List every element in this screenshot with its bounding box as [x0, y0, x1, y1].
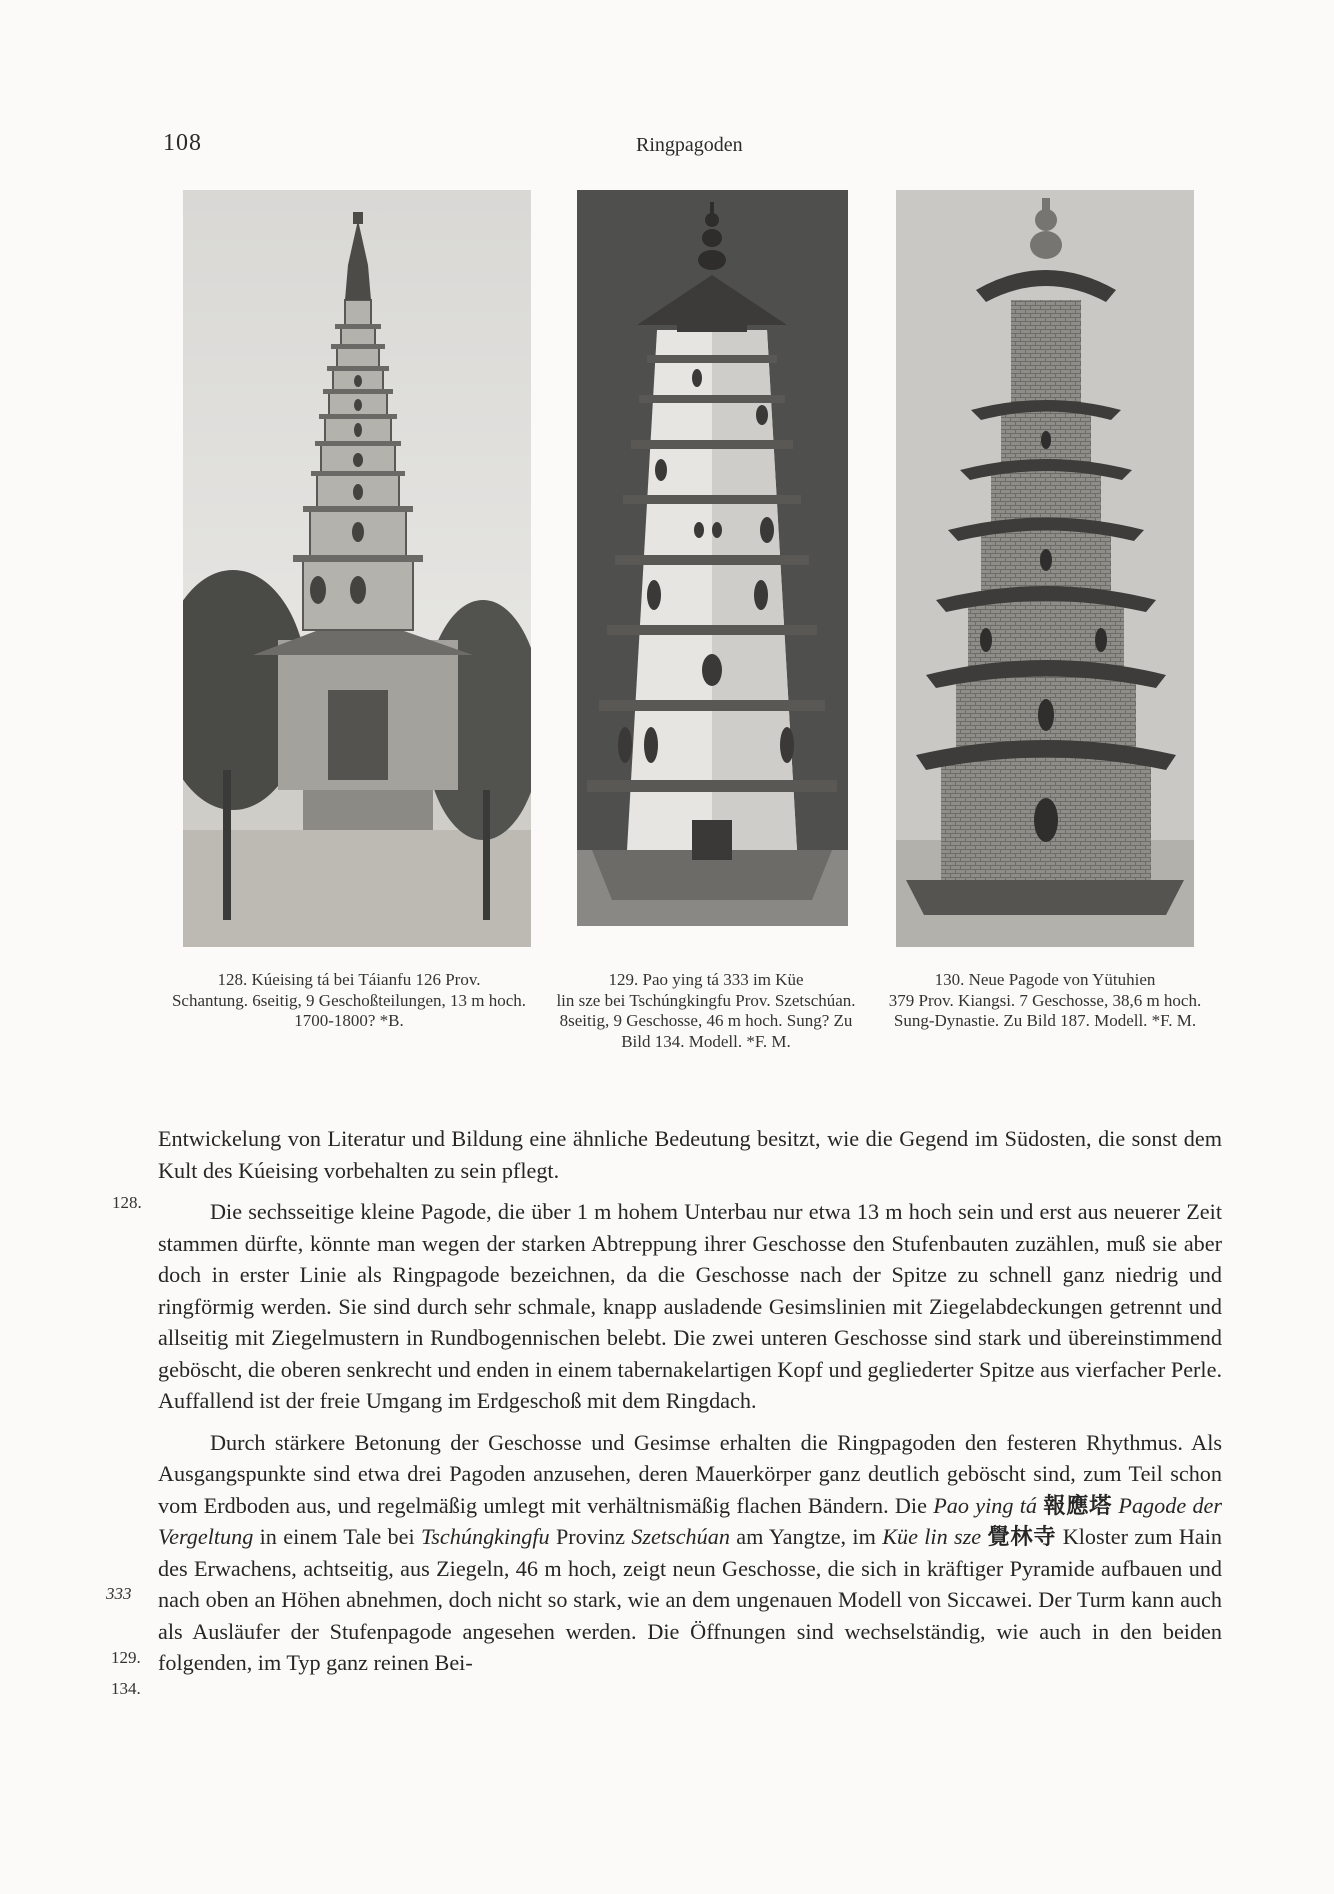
margin-ref-333: 333 [106, 1584, 132, 1603]
temple-name: Küe lin sze [882, 1524, 982, 1549]
figure-130-photo [896, 190, 1194, 947]
margin-ref-128: 128. [112, 1193, 142, 1212]
paragraph: Entwickelung von Literatur und Bildung eine ähnliche Bedeutung besitzt, wie die Gegend im Südosten, die sonst dem Kult des Kúeising vorbehalten zu sein pflegt. [158, 1126, 1222, 1183]
figure-128-caption [165, 970, 533, 1032]
caption-lead: 130. Neue Pagode von Yütuhien [934, 970, 1156, 989]
running-title: Ringpagoden [636, 134, 743, 156]
figure-129-caption [556, 970, 856, 1052]
figure-130-caption [880, 970, 1210, 1032]
chinese-characters: 報應塔 [1043, 1492, 1113, 1518]
province-name: Szetschúan [631, 1524, 730, 1549]
figure-128-photo [183, 190, 531, 947]
caption-text: 379 Prov. Kiangsi. 7 Geschosse, 38,6 m hoch. Sung-Dynastie. Zu Bild 187. Modell. *F. M. [888, 990, 1202, 1030]
pagoda-name: Pao ying tá [933, 1492, 1038, 1518]
text-run: Durch stärkere Betonung der Geschosse und Gesimse erhalten die Ringpagoden den festeren Rhythmus. Als Ausgangspunkte sind etwa drei Pagoden anzusehen, deren Mauerkörper ganz deutlich geböscht sind, zum Teil schon vom Erdboden aus, und regelmäßig umlegt mit verhältnismäßig flachen Bändern. Die [158, 1429, 1222, 1518]
caption-lead: 129. Pao ying tá 333 im Küe [608, 970, 804, 989]
body-text [158, 1123, 1222, 1689]
caption-text: Schantung. 6seitig, 9 Geschoßteilungen, 13 m hoch. 1700-1800? *B. [171, 990, 527, 1030]
caption-text: lin sze bei Tschúngkingfu Prov. Szetschúan. 8seitig, 9 Geschosse, 46 m hoch. Sung? Zu Bild 134. Modell. *F. M. [556, 990, 856, 1051]
city-name: Tschúngkingfu [421, 1524, 550, 1549]
paragraph [158, 1427, 1222, 1679]
pagoda-name-translation: Pagode der Vergeltung [158, 1492, 1223, 1549]
chinese-characters: 覺林寺 [987, 1524, 1057, 1549]
text-run: Provinz [555, 1524, 625, 1549]
text-run: in einem Tale bei [259, 1524, 415, 1549]
figure-129-photo [577, 190, 848, 926]
paragraph: Die sechsseitige kleine Pagode, die über 1 m hohem Unterbau nur etwa 13 m hoch sein und erst aus neuerer Zeit stammen dürfte, könnte man wegen der starken Abtreppung ihrer Geschosse den Stufenbauten zuzählen, muß sie aber doch in erster Linie als Ringpagode bezeichnen, da die Geschosse nach der Spitze zu schnell ganz niedrig und ringförmig werden. Sie sind durch sehr schmale, knapp ausladende Gesimslinien mit Ziegelabdeckungen getrennt und allseitig mit Ziegelmustern in Rundbogennischen belebt. Die zwei unteren Geschosse sind stark und übereinstimmend geböscht, die oberen senkrecht und enden in einem tabernakelartigen Kopf und gegliederter Spitze aus vierfacher Perle. Auffallend ist der freie Umgang im Erdgeschoß mit dem Ringdach. [158, 1199, 1222, 1413]
page-number: 108 [163, 130, 202, 156]
margin-ref-129: 129. [111, 1648, 141, 1667]
margin-ref-134: 134. [111, 1679, 141, 1698]
caption-lead: 128. Kúeising tá bei Táianfu 126 Prov. [217, 970, 481, 989]
text-run: am Yangtze, im [736, 1524, 876, 1549]
text-run: Kloster zum Hain des Erwachens, achtseitig, aus Ziegeln, 46 m hoch, zeigt neun Geschosse, die sich in kräftiger Pyramide aufbauen und nach oben an Höhen abnehmen, doch nicht so stark, wie an dem ungenauen Modell von Siccawei. Der Turm kann auch als Ausläufer der Stufenpagode angesehen werden. Die Öffnungen sind wechselständig, wie auch in den beiden folgenden, im Typ ganz reinen Bei- [158, 1524, 1222, 1675]
